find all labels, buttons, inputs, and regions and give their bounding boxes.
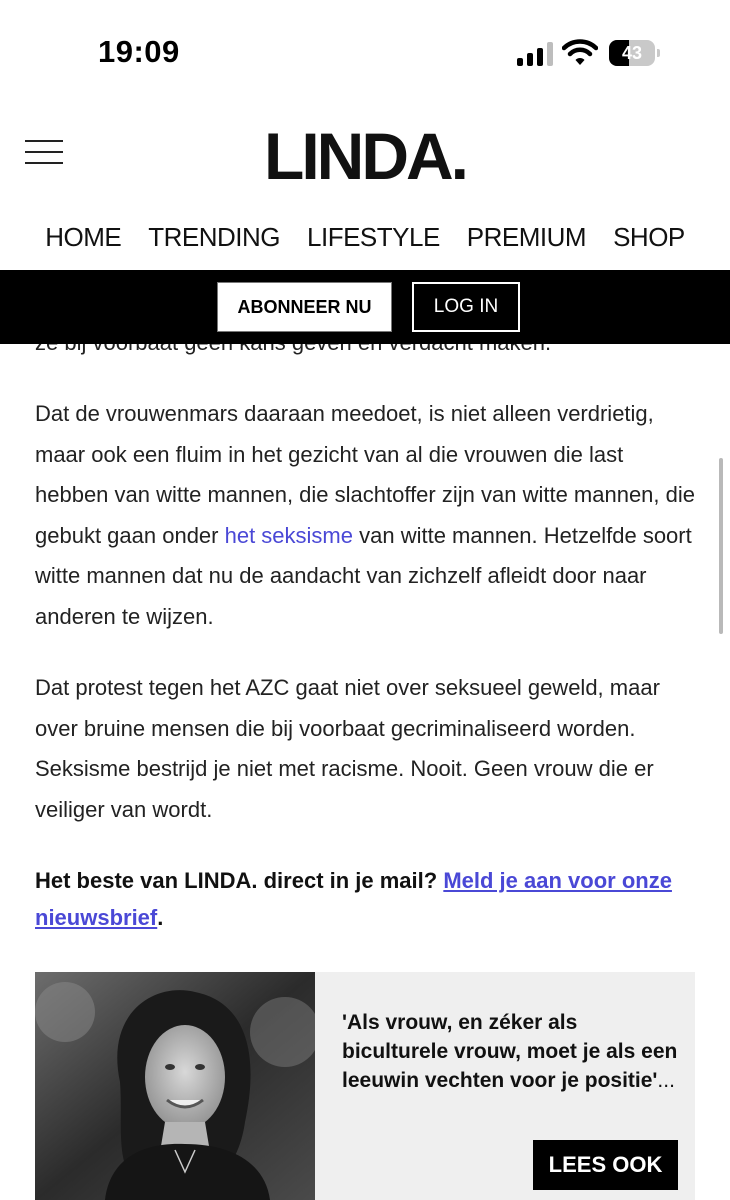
newsletter-promo <box>35 862 705 936</box>
newsletter-signup-link[interactable]: Meld je aan voor onze nieuwsbrief <box>35 868 672 930</box>
article-paragraph: Dat protest tegen het AZC gaat niet over seksueel geweld, maar over bruine mensen die bij voorbaat gecriminaliseerd worden. Seksisme bestrijd je niet met racisme. Nooit. Geen vrouw die er veiliger van wordt. <box>35 675 660 822</box>
battery-icon <box>609 40 659 66</box>
paragraph-text: van witte mannen. Hetzelfde soort witte mannen dat nu de aandacht van zichzelf afleidt door naar anderen te wijzen. <box>35 522 692 629</box>
newsletter-end: . <box>157 905 164 930</box>
nav-item-premium[interactable]: PREMIUM <box>466 222 587 252</box>
read-also-title[interactable] <box>342 1008 682 1095</box>
cellular-signal-icon <box>517 42 553 66</box>
scrollbar[interactable] <box>719 458 723 634</box>
nav-item-lifestyle[interactable]: LIFESTYLE <box>307 222 440 252</box>
battery-level: 43 <box>621 43 643 63</box>
read-also-card[interactable] <box>35 972 695 1200</box>
read-also-button[interactable]: LEES OOK <box>533 1140 678 1190</box>
subscribe-button[interactable]: ABONNEER NU <box>217 282 392 332</box>
nav-item-trending[interactable]: TRENDING <box>148 222 281 252</box>
nav-item-shop[interactable]: SHOP <box>613 222 685 252</box>
main-navigation <box>0 222 730 260</box>
seksisme-link[interactable]: het seksisme <box>218 522 353 548</box>
status-bar <box>0 0 730 100</box>
author-photo <box>35 972 315 1200</box>
paragraph-text: Dat de vrouwenmars daaraan meedoet, is niet alleen verdrietig, maar ook een fluim in het gezicht van al die vrouwen die last hebben van witte mannen, die slachtoffer zijn van witte mannen, die gebukt gaan onder <box>35 401 695 548</box>
site-logo[interactable]: LINDA. <box>264 119 466 193</box>
article-paragraph <box>35 394 700 637</box>
sticky-subscription-bar <box>0 270 730 344</box>
read-also-title-text: 'Als vrouw, en zéker als biculturele vrouw, moet je als een leeuwin vechten voor je positie' <box>342 1011 678 1092</box>
nav-item-home[interactable]: HOME <box>45 222 122 252</box>
read-also-ellipsis: ... <box>657 1069 675 1092</box>
newsletter-text: Het beste van LINDA. direct in je mail? <box>35 868 444 893</box>
status-time: 19:09 <box>98 34 180 69</box>
wifi-icon <box>562 38 598 66</box>
login-button[interactable]: LOG IN <box>412 282 520 332</box>
